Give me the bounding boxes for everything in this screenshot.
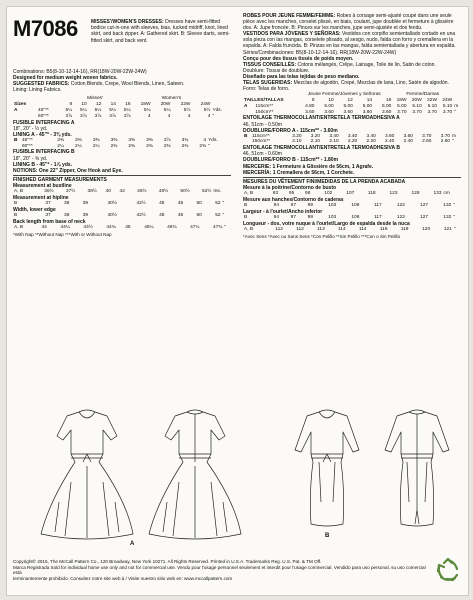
finished-title: FINISHED GARMENT MEASUREMENTS (13, 176, 107, 183)
dress-a-front-drawing (41, 410, 133, 539)
width-label-es: Largeur - à l'ourlet/Ancho inferior (243, 208, 323, 215)
hip-row-es: B 94 97 99 103 108 117 122 127 132 " (244, 202, 455, 208)
bust-label-es: Mesure à la poitrine/Contorno de busto (243, 184, 337, 191)
dress-b-front-drawing (295, 410, 359, 526)
fusible-a-val: 18", 20" - ½ yd. (13, 125, 48, 132)
disenado: Diseñado para las telas tejidas de peso mediano. (243, 73, 360, 80)
hip-label-es: Mesure aux hanches/Contorno de caderas (243, 196, 344, 203)
fabric-row-b-60: 60"** 2¼ 2¼ 2¼ 2⅜ 2⅜ 2⅜ 2⅜ 2⅜ 2⅜ " (22, 143, 210, 149)
recycle-icon (435, 557, 461, 583)
metrage-table: Jeune Femme/Jóvenes y Señoras Femme/Damas TAILLES/TALLAS 8 10 12 14 16 18W 20W 22W 24W A 115cm** 4.80 5.00 5.00 5.00 5.00 5.00 5.10 5.10 5.10 m 150cm** 3.60 3.60 3.60 3.60 3.60 3.70 3.70 3.70 3.70 " (244, 92, 459, 115)
hip-label: Measurement at hipline (13, 194, 69, 201)
lining: Lining: Lining Fabrics. (13, 87, 62, 94)
english-column (13, 7, 231, 238)
technical-drawings (7, 402, 468, 552)
combinations: Combinations: B5(8-10-12-14-16), RR(18W-20W-22W-24W) (13, 69, 147, 75)
fusible-b-val: 18", 20" - ⅝ yd. (13, 155, 48, 162)
width-label: Width, lower edge (13, 206, 56, 213)
caption-b: B (325, 533, 330, 539)
mercerie: MERCERIE: 1 Fermeture à Glissière de 56cm, 1 Agrafe. (243, 163, 374, 170)
merceria: MERCERÍA: 1 Cremallera de 56cm, 1 Corchete. (243, 169, 355, 176)
bust-label: Measurement at bustline (13, 182, 72, 189)
french-spanish-column (243, 7, 461, 240)
hip-row: B 37 38 39 40½ 42½ 46 48 50 52 " (14, 200, 225, 206)
length-row-es: A, B 112 112 113 114 114 118 119 120 121 " (244, 226, 456, 232)
fabric-row-a: A 45"** 5¼ 5¼ 5¼ 5¼ 5¼ 5¼ 5¼ 5½ 5½ Yds. (14, 107, 223, 113)
metrage-table-b: B 115cm** 3.20 3.20 3.40 3.40 3.40 3.60 3.60 3.70 3.70 m 150cm** 2.10 2.10 2.10 2.20 2.20 2.40 2.40 2.60 2.60 " (244, 133, 457, 145)
entoilage-a-val: 46, 51cm - 0.50m (243, 121, 282, 128)
width-row: B 37 38 39 40½ 42½ 46 48 50 52 " (14, 212, 225, 218)
copyright-footer: Copyright© 2015, The McCall Pattern Co., 120 Broadway, New York 10271. All Rights Reserved. Printed in U.S.A. Trademarks Reg. U.S. Pat. & TM Off. Marca Registrada Sold for individual home use only and not for commercial use. Vendu pour l'usage personnel seulement et interdit pour l'usage commercial. Vendido para uso personal, su uso comercial está terminantemente prohibido. Consultez notre site web à / Visite nuestro sitio web en: www.mccallpattern.com (13, 559, 426, 581)
fusible-a: FUSIBLE INTERFACING A (13, 119, 75, 126)
finished-title-es: MESURES DU VÊTEMENT FINI/MEDIDAS DE LA PRENDA ACABADA (243, 178, 406, 185)
description: MISSES'/WOMEN'S DRESSES: Dresses have semi-fitted bodice cut-in-one with sleeves, bias, tucked midriff, knot, lined skirt, and back zipper. A: Gathered skirt. B: Sleeve darts, semi-fitted skirt, and back vent. (91, 19, 230, 44)
combinations-es: Séries/Combinaciones: B5(8-10-12-14-16), RR(18W-20W-22W-24W) (243, 49, 397, 56)
entoilage-a: ENTOILAGE THERMOCOLLANT/ENTRETELA TERMOADHESIVA A (243, 115, 400, 122)
bust-row: A, B 36½ 37½ 38½ 40 42 46½ 48½ 50½ 52½ Ins. (14, 189, 222, 194)
yardage-table: Misses' Women's Sizes 8 10 12 14 16 18W 20W 22W 24W A 45"** 5¼ 5¼ 5¼ 5¼ 5¼ 5¼ 5¼ 5½ 5½ Yds. 60"** 3⅞ 3⅞ 3⅞ 3⅞ 3⅞ 4 4 4 4 " (13, 96, 231, 119)
fabric-row-a-60: 60"** 3⅞ 3⅞ 3⅞ 3⅞ 3⅞ 4 4 4 4 " (38, 113, 215, 119)
lining-b: LINING B - 45"* - 1⅞ yds. (13, 161, 73, 168)
designed-for: Designed for medium weight woven fabrics. (13, 75, 118, 82)
nap-note-es: *Avec Sens *Avec ou Sans Sens *Con Pelillo **Sin Pelillo ***Con o Sin Pelillo (243, 234, 401, 240)
lining-a: LINING A - 45"* - 3⅜ yds. (13, 131, 72, 138)
tissus: Conçu pour des tissus tissés de poids moyen. (243, 55, 354, 62)
sizes-row: Sizes 8 10 12 14 16 18W 20W 22W 24W (14, 102, 211, 108)
doublure-a: DOUBLURE/FORRO A - 115cm** - 3.60m (243, 127, 338, 134)
nap-note: *With Nap **Without Nap ***With or Without Nap (13, 232, 112, 238)
pattern-code: M7086 (13, 16, 78, 41)
length-row: A, B 44 44¼ 44½ 44¾ 45 46¼ 46¾ 47¼ 47¾ " (14, 224, 227, 230)
doublure: Doublure: Tissus de doublure. (243, 67, 310, 74)
desc-es: VESTIDOS PARA JÓVENES Y SEÑORAS: Vestidos con corpiño semientallado cortado en una sola pieza con las mangas, corselete plisado, al sesgo, nudo, falda con forro y cremallera en la espalda. A: Falda fruncida. B: Pinzas en las mangas, falda semientallada y abertura en espalda. (243, 31, 456, 50)
entoilage-b-val: 46, 51cm - 0.60m (243, 151, 282, 158)
pattern-envelope-back (6, 6, 469, 596)
fusible-b: FUSIBLE INTERFACING B (13, 149, 75, 156)
caption-a: A (130, 541, 135, 547)
doublure-b: DOUBLURE/FORRO B - 115cm** - 1.80m (243, 157, 339, 164)
desc-fr: ROBES POUR JEUNE FEMME/FEMME: Robes à corsage semi-ajusté coupé dans une seule pièce avec les manches, corselet plissé, en biais, coulant, jupe doublée et fermeture à glissière dos. A: Jupe froncée. B: Pinces sur les manches, jupe semi-ajustée et dos fendu. (243, 13, 454, 32)
length-label: Back length from base of neck (13, 218, 86, 225)
entoilage-b: ENTOILAGE THERMOCOLLANT/ENTRETELA TERMOADHESIVA B (243, 145, 400, 152)
bust-row-es: A, B 93 95 98 102 107 118 123 128 133 cm (244, 190, 450, 196)
width-row-es: B 94 97 99 103 108 117 122 127 132 " (244, 214, 455, 220)
length-label-es: Longueur - dos, votre nuque à l'ourlet/Largo de espalda desde la nuca (243, 220, 410, 227)
suggested-fabrics: SUGGESTED FABRICS: Cotton Blends, Crepe, Wool Blends, Linen, Sateen. (13, 81, 185, 88)
telas: TELAS SUGERIDAS: Mezclas de algodón, Crepé, Mezclas de lana, Lino, Satén de algodón. Forro: Telas de forro. (243, 80, 449, 93)
tissus-conseilles: TISSUS CONSEILLÉS: Cotons mélangés, Crêpe, Lainage, Toile de lin, Satin de coton. (243, 61, 436, 68)
header (13, 13, 231, 65)
dress-b-back-drawing (385, 410, 449, 526)
yardage-table-b (13, 138, 231, 150)
dress-a-back-drawing (149, 410, 241, 539)
fabric-row-b: B 45"** 3⅜ 3⅜ 3⅜ 3⅜ 3⅜ 3⅜ 3⅞ 3¾ 4 Yds. (14, 137, 218, 143)
notions: NOTIONS: One 22" Zipper, One Hook and Eye. (13, 167, 123, 174)
